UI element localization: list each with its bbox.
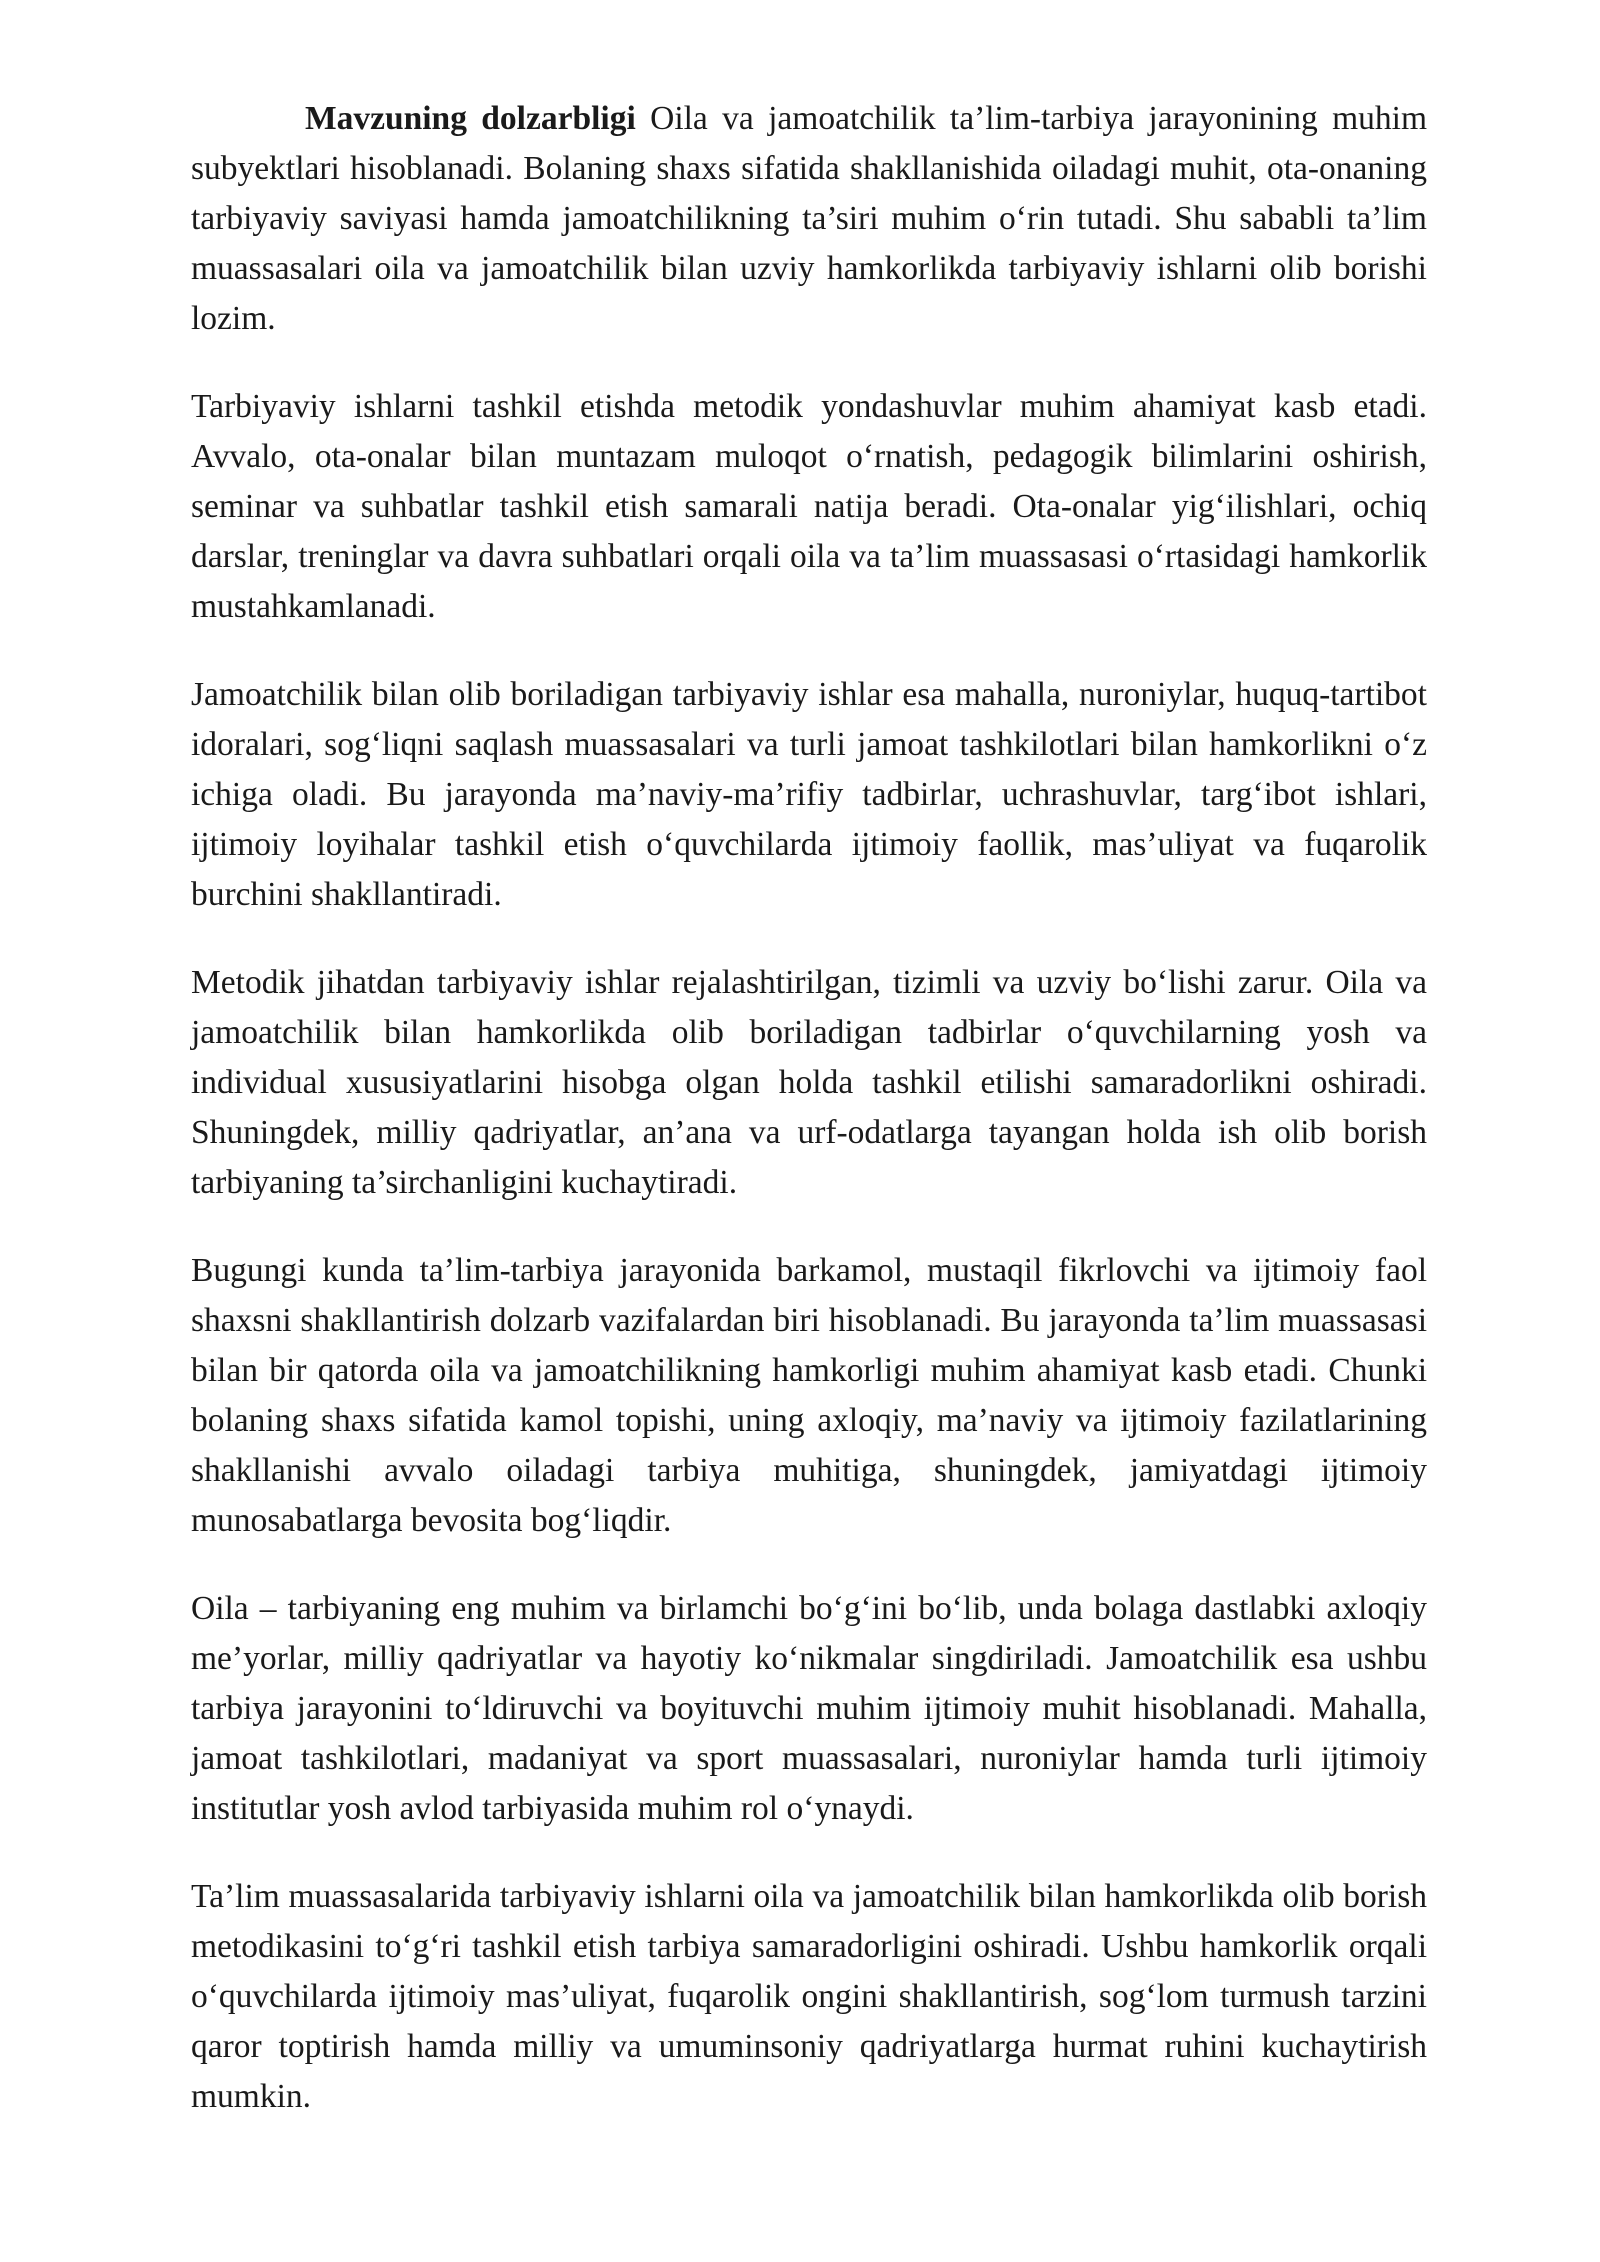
paragraph-3: Jamoatchilik bilan olib boriladigan tarbiyaviy ishlar esa mahalla, nuroniylar, huquq-tartibot idoralari, sog‘liqni saqlash muassasalari va turli jamoat tashkilotlari bilan hamkorlikni o‘z ichiga oladi. Bu jarayonda ma’naviy-ma’rifiy tadbirlar, uchrashuvlar, targ‘ibot ishlari, ijtimoiy loyihalar tashkil etish o‘quvchilarda ijtimoiy faollik, mas’uliyat va fuqarolik burchini shakllantiradi.: [191, 676, 1427, 913]
section-heading: Mavzuning dolzarbligi: [305, 100, 636, 137]
paragraph-2: Tarbiyaviy ishlarni tashkil etishda metodik yondashuvlar muhim ahamiyat kasb etadi. Avvalo, ota-onalar bilan muntazam muloqot o‘rnatish, pedagogik bilimlarini oshirish, seminar va suhbatlar tashkil etish samarali natija beradi. Ota-onalar yig‘ilishlari, ochiq darslar, treninglar va davra suhbatlari orqali oila va ta’lim muassasasi o‘rtasidagi hamkorlik mustahkamlanadi.: [191, 388, 1427, 625]
paragraph-4: Metodik jihatdan tarbiyaviy ishlar rejalashtirilgan, tizimli va uzviy bo‘lishi zarur. Oila va jamoatchilik bilan hamkorlikda olib boriladigan tadbirlar o‘quvchilarning yosh va individual xususiyatlarini hisobga olgan holda tashkil etilishi samaradorlikni oshiradi. Shuningdek, milliy qadriyatlar, an’ana va urf-odatlarga tayangan holda ish olib borish tarbiyaning ta’sirchanligini kuchaytiradi.: [191, 964, 1427, 1201]
paragraph-6: Oila – tarbiyaning eng muhim va birlamchi bo‘g‘ini bo‘lib, unda bolaga dastlabki axloqiy me’yorlar, milliy qadriyatlar va hayotiy ko‘nikmalar singdiriladi. Jamoatchilik esa ushbu tarbiya jarayonini to‘ldiruvchi va boyituvchi muhim ijtimoiy muhit hisoblanadi. Mahalla, jamoat tashkilotlari, madaniyat va sport muassasalari, nuroniylar hamda turli ijtimoiy institutlar yosh avlod tarbiyasida muhim rol o‘ynaydi.: [191, 1590, 1427, 1827]
paragraph-1: [191, 94, 1427, 344]
document-body: [191, 94, 1427, 2160]
paragraph-text: Oila va jamoatchilik ta’lim-tarbiya jarayonining muhim subyektlari hisoblanadi. Bolaning shaxs sifatida shakllanishida oiladagi muhit, ota-onaning tarbiyaviy saviyasi hamda jamoatchilikning ta’siri muhim o‘rin tutadi. Shu sababli ta’lim muassasalari oila va jamoatchilik bilan uzviy hamkorlikda tarbiyaviy ishlarni olib borishi lozim.: [191, 100, 1428, 337]
paragraph-7: Ta’lim muassasalarida tarbiyaviy ishlarni oila va jamoatchilik bilan hamkorlikda olib borish metodikasini to‘g‘ri tashkil etish tarbiya samaradorligini oshiradi. Ushbu hamkorlik orqali o‘quvchilarda ijtimoiy mas’uliyat, fuqarolik ongini shakllantirish, sog‘lom turmush tarzini qaror toptirish hamda milliy va umuminsoniy qadriyatlarga hurmat ruhini kuchaytirish mumkin.: [191, 1878, 1427, 2115]
paragraph-5: Bugungi kunda ta’lim-tarbiya jarayonida barkamol, mustaqil fikrlovchi va ijtimoiy faol shaxsni shakllantirish dolzarb vazifalardan biri hisoblanadi. Bu jarayonda ta’lim muassasasi bilan bir qatorda oila va jamoatchilikning hamkorligi muhim ahamiyat kasb etadi. Chunki bolaning shaxs sifatida kamol topishi, uning axloqiy, ma’naviy va ijtimoiy fazilatlarining shakllanishi avvalo oiladagi tarbiya muhitiga, shuningdek, jamiyatdagi ijtimoiy munosabatlarga bevosita bog‘liqdir.: [191, 1252, 1427, 1539]
